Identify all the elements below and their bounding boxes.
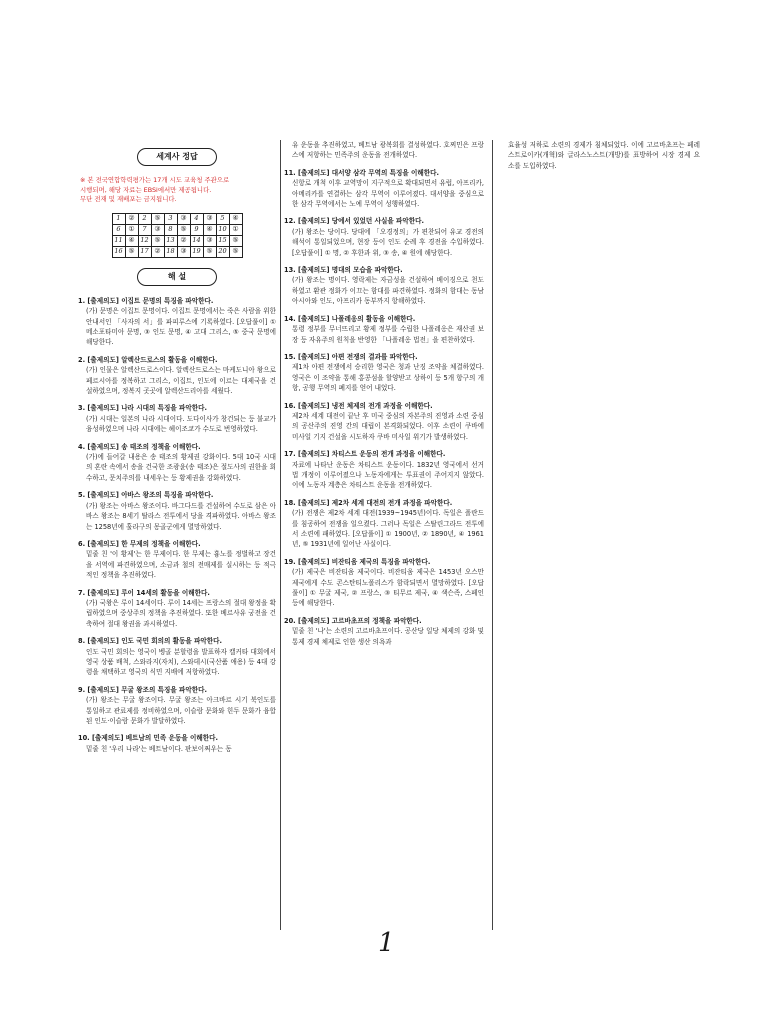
- item-body: 효율성 저하로 소련의 경제가 침체되었다. 이에 고르바초프는 페레스트로이카(개혁)와 글라스노스트(개방)를 표방하여 시장 경제 요소를 도입하였다.: [508, 141, 700, 170]
- item-body: 자료에 나타난 운동은 차티스트 운동이다. 1832년 영국에서 선거법 개정이 이루어졌으나 노동자에게는 투표권이 주어지지 않았다. 이에 노동자 계층은 차티스트 운동을 전개하였다.: [292, 460, 484, 490]
- question-number-cell: 20: [216, 246, 229, 257]
- explanation-item: [284, 616, 484, 647]
- question-number-cell: 12: [138, 235, 151, 246]
- explanation-item: [500, 140, 700, 171]
- item-body: (가) 국왕은 루이 14세이다. 루이 14세는 프랑스의 절대 왕정을 확립하였으며 중상주의 정책을 추진하였다. 또한 베르사유 궁전을 건축하여 절대 왕권을 과시하였다.: [86, 598, 276, 628]
- question-number-cell: 3: [164, 213, 177, 224]
- item-heading: 19. [출제의도] 비잔티움 제국의 특징을 파악한다.: [284, 557, 431, 566]
- item-heading: 1. [출제의도] 이집트 문명의 특징을 파악한다.: [78, 296, 214, 305]
- explanation-item: [284, 449, 484, 491]
- explanation-item: [284, 140, 484, 161]
- item-body: (가) 왕조는 명이다. 영락제는 자금성을 건설하여 베이징으로 천도하였고 환관 정화가 이끄는 함대를 파견하였다. 정화의 함대는 동남아시아와 인도, 아프리카 동부까지 항해하였다.: [292, 276, 484, 306]
- explanation-item: [78, 539, 276, 581]
- question-number-cell: 17: [138, 246, 151, 257]
- answer-cell: ③: [203, 235, 216, 246]
- explanation-item: [284, 216, 484, 258]
- item-body: (가) 전쟁은 제2차 세계 대전(1939~1945년)이다. 독일은 폴란드를 침공하여 전쟁을 일으켰다. 그러나 독일은 스탈린그라드 전투에서 소련에 패하였다. [오답풀이] ① 1900년, ② 1890년, ④ 1961년, ⑤ 1931년에 일어난 사실이다.: [292, 509, 484, 549]
- explanation-item: [78, 636, 276, 678]
- explanation-list: [284, 140, 484, 647]
- question-number-cell: 5: [216, 213, 229, 224]
- answer-cell: ③: [151, 224, 164, 235]
- answer-cell: ③: [203, 213, 216, 224]
- explanation-item: [284, 168, 484, 210]
- explanation-item: [78, 442, 276, 484]
- answer-grid-row: [112, 213, 242, 224]
- explanation-item: [78, 296, 276, 348]
- item-heading: 2. [출제의도] 알렉산드로스의 활동을 이해한다.: [78, 355, 218, 364]
- answer-grid-row: [112, 235, 242, 246]
- notice-line: 시행되며, 해당 자료는 EBSi에서만 제공됩니다.: [80, 185, 212, 194]
- question-number-cell: 10: [216, 224, 229, 235]
- answer-cell: ②: [151, 246, 164, 257]
- item-heading: 6. [출제의도] 한 무제의 정책을 이해한다.: [78, 539, 201, 548]
- answer-cell: ⑤: [229, 246, 242, 257]
- question-number-cell: 7: [138, 224, 151, 235]
- item-heading: 11. [출제의도] 대서양 삼각 무역의 특징을 이해한다.: [284, 168, 440, 177]
- answer-cell: ⑤: [203, 246, 216, 257]
- item-body: (가) 왕조는 당이다. 당대에 「오경정의」가 편찬되어 유교 경전의 해석이 통일되었으며, 현장 등이 인도 순례 후 경전을 수입하였다. [오답풀이] ① 명, ② 후한과 위, ③ 송, ④ 원에 해당한다.: [292, 227, 484, 257]
- explanation-title: 해 설: [137, 268, 217, 286]
- item-heading: 10. [출제의도] 베트남의 민족 운동을 이해한다.: [78, 734, 218, 743]
- item-heading: 20. [출제의도] 고르바초프의 정책을 파악한다.: [284, 616, 422, 625]
- answer-grid-row: [112, 224, 242, 235]
- item-body: (가) 왕조는 무굴 왕조이다. 무굴 왕조는 아크바르 시기 북인도를 통일하고 관료제를 정비하였으며, 이슬람 문화와 힌두 문화가 융합된 인도·이슬람 문화가 발달하였다.: [86, 696, 276, 725]
- copyright-notice: [80, 176, 276, 205]
- explanation-item: [78, 490, 276, 532]
- item-heading: 14. [출제의도] 나폴레옹의 활동을 이해한다.: [284, 314, 416, 323]
- item-heading: 5. [출제의도] 아바스 왕조의 특징을 파악한다.: [78, 491, 214, 500]
- question-number-cell: 16: [112, 246, 125, 257]
- explanation-item: [284, 401, 484, 443]
- answer-cell: ⑤: [177, 224, 190, 235]
- column-1: [78, 140, 276, 761]
- item-body: 유 운동을 추진하였고, 베트남 광복회를 결성하였다. 호찌민은 프랑스에 저항하는 민족주의 운동을 전개하였다.: [292, 141, 484, 160]
- answer-cell: ⑤: [151, 235, 164, 246]
- item-body: (가) 문명은 이집트 문명이다. 이집트 문명에서는 죽은 사람을 위한 안내서인 「사자의 서」를 파피루스에 기록하였다. [오답풀이] ① 메소포타미아 문명, ③ 인도 문명, ④ 고대 그리스, ⑤ 중국 문명에 해당한다.: [86, 307, 276, 347]
- page-title: 세계사 정답: [137, 148, 217, 166]
- answer-cell: ②: [177, 235, 190, 246]
- item-heading: 7. [출제의도] 루이 14세의 활동을 이해한다.: [78, 588, 210, 597]
- answer-cell: ④: [229, 213, 242, 224]
- item-heading: 16. [출제의도] 냉전 체제의 전개 과정을 이해한다.: [284, 401, 433, 410]
- item-heading: 4. [출제의도] 송 태조의 정책을 이해한다.: [78, 442, 201, 451]
- question-number-cell: 15: [216, 235, 229, 246]
- item-heading: 17. [출제의도] 차티스트 운동의 전개 과정을 이해한다.: [284, 450, 446, 459]
- question-number-cell: 14: [190, 235, 203, 246]
- item-body: 밑줄 친 '이 황제'는 한 무제이다. 한 무제는 흉노를 정벌하고 장건을 서역에 파견하였으며, 소금과 철의 전매제를 실시하는 등 적극적인 정책을 추진하였다.: [86, 550, 276, 580]
- question-number-cell: 4: [190, 213, 203, 224]
- question-number-cell: 6: [112, 224, 125, 235]
- item-body: 인도 국민 회의는 영국이 벵골 분할령을 발표하자 캘커타 대회에서 영국 상품 배척, 스와라지(자치), 스와데시(국산품 애용) 등 4대 강령을 채택하고 영국의 식민 지배에 저항하였다.: [86, 647, 276, 677]
- column-2: [284, 140, 484, 654]
- explanation-item: [78, 403, 276, 434]
- answer-cell: ⑤: [229, 235, 242, 246]
- answer-cell: ④: [125, 235, 138, 246]
- column-3: [500, 140, 700, 178]
- item-body: (가)에 들어갈 내용은 송 태조의 황제권 강화이다. 5대 10국 시대의 혼란 속에서 송을 건국한 조광윤(송 태조)은 절도사의 권한을 회수하고, 문치주의를 내세우는 등 황제권을 강화하였다.: [86, 453, 276, 482]
- item-body: (가) 시대는 일본의 나라 시대이다. 도다이사가 창건되는 등 불교가 융성하였으며 나라 시대에는 헤이조쿄가 수도로 번영하였다.: [86, 414, 276, 434]
- explanation-item: [78, 588, 276, 630]
- answer-cell: ⑤: [151, 213, 164, 224]
- question-number-cell: 1: [112, 213, 125, 224]
- item-heading: 13. [출제의도] 명대의 모습을 파악한다.: [284, 266, 403, 275]
- item-body: (가) 인물은 알렉산드로스이다. 알렉산드로스는 마케도니아 왕으로 페르시아를 정복하고 그리스, 이집트, 인도에 이르는 대제국을 건설하였으며, 정복지 곳곳에 알렉산드리아를 세웠다.: [86, 366, 276, 396]
- explanation-item: [284, 352, 484, 394]
- explanation-list: [500, 140, 700, 171]
- item-body: 밑줄 친 '나'는 소련의 고르바초프이다. 공산당 일당 체제의 강화 및 통제 경제 체제로 인한 생산 의욕과: [292, 627, 484, 646]
- answer-grid-row: [112, 246, 242, 257]
- item-body: (가) 제국은 비잔티움 제국이다. 비잔티움 제국은 1453년 오스만 제국에게 수도 콘스탄티노폴리스가 함락되면서 멸망하였다. [오답풀이] ① 무굴 제국, ② 프랑스, ③ 티무르 제국, ④ 색슨족, 스페인 등에 해당한다.: [292, 568, 484, 608]
- explanation-item: [284, 265, 484, 307]
- notice-line: 무단 전재 및 재배포는 금지됩니다.: [80, 195, 177, 204]
- question-number-cell: 2: [138, 213, 151, 224]
- item-heading: 3. [출제의도] 나라 시대의 특징을 파악한다.: [78, 404, 208, 413]
- question-number-cell: 19: [190, 246, 203, 257]
- explanation-item: [78, 355, 276, 397]
- question-number-cell: 9: [190, 224, 203, 235]
- item-heading: 18. [출제의도] 제2차 세계 대전의 전개 과정을 파악한다.: [284, 498, 453, 507]
- item-body: 신항로 개척 이후 교역망이 지구적으로 확대되면서 유럽, 아프리카, 아메리카를 연결하는 삼각 무역이 이루어졌다. 대서양을 중심으로 한 삼각 무역에서는 노예 무역이 성행하였다.: [292, 179, 484, 209]
- answer-cell: ④: [203, 224, 216, 235]
- answer-cell: ②: [125, 213, 138, 224]
- column-divider: [280, 140, 281, 930]
- explanation-item: [78, 685, 276, 727]
- answer-cell: ③: [177, 246, 190, 257]
- explanation-item: [284, 557, 484, 609]
- notice-line: ※ 본 전국연합학력평가는 17개 시도 교육청 주관으로: [80, 176, 230, 184]
- page-number: 1: [378, 928, 395, 958]
- answer-cell: ⑤: [125, 246, 138, 257]
- item-body: (가) 왕조는 아바스 왕조이다. 바그다드를 건설하여 수도로 삼은 아바스 왕조는 8세기 탈라스 전투에서 당을 격파하였다. 아바스 왕조는 1258년에 훌라구의 몽골군에게 멸망하였다.: [86, 501, 276, 531]
- item-body: 밑줄 친 '우리 나라'는 베트남이다. 판보이쩌우는 동: [86, 744, 232, 753]
- item-body: 제2차 세계 대전이 끝난 후 미국 중심의 자본주의 진영과 소련 중심의 공산주의 진영 간의 대립이 본격화되었다. 이후 소련이 쿠바에 미사일 기지 건설을 시도하자 쿠바 미사일 위기가 발생하였다.: [292, 411, 484, 441]
- item-heading: 8. [출제의도] 인도 국민 회의의 활동을 파악한다.: [78, 637, 223, 646]
- item-heading: 12. [출제의도] 당에서 있었던 사실을 파악한다.: [284, 217, 424, 226]
- item-body: 제1차 아편 전쟁에서 승리한 영국은 청과 난징 조약을 체결하였다. 영국은 이 조약을 통해 홍콩섬을 할양받고 상하이 등 5개 항구의 개항, 공행 무역의 폐지를 얻어 내었다.: [292, 363, 484, 393]
- question-number-cell: 18: [164, 246, 177, 257]
- question-number-cell: 8: [164, 224, 177, 235]
- explanation-list: [78, 296, 276, 754]
- item-body: 통령 정부를 무너뜨리고 황제 정부를 수립한 나폴레옹은 재산권 보장 등 자유주의 원칙을 반영한 「나폴레옹 법전」을 편찬하였다.: [292, 325, 484, 344]
- answer-cell: ①: [229, 224, 242, 235]
- explanation-item: [284, 498, 484, 550]
- answer-cell: ①: [125, 224, 138, 235]
- answer-grid: [112, 213, 243, 258]
- answer-cell: ③: [177, 213, 190, 224]
- question-number-cell: 13: [164, 235, 177, 246]
- explanation-item: [284, 314, 484, 345]
- item-heading: 15. [출제의도] 아편 전쟁의 결과를 파악한다.: [284, 352, 418, 361]
- question-number-cell: 11: [112, 235, 125, 246]
- item-heading: 9. [출제의도] 무굴 왕조의 특징을 파악한다.: [78, 685, 208, 694]
- column-divider: [492, 140, 493, 930]
- explanation-item: [78, 733, 276, 754]
